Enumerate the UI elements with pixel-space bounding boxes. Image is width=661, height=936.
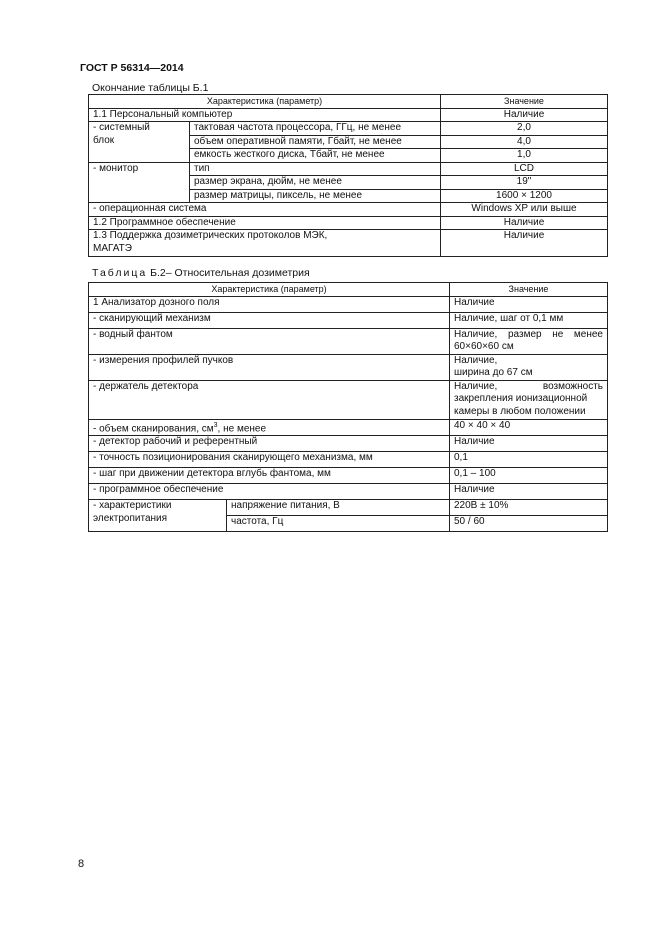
table-row <box>89 203 608 217</box>
table-row <box>89 328 608 354</box>
row-label: размер матрицы, пиксель, не менее <box>190 189 441 203</box>
row-value: Наличие <box>450 296 608 312</box>
table-row <box>89 468 608 484</box>
row-label: напряжение питания, В <box>227 500 450 516</box>
row-value: 220В ± 10% <box>450 500 608 516</box>
table-row <box>89 162 608 176</box>
row-value: Наличие, шаг от 0,1 мм <box>450 312 608 328</box>
row-label: - операционная система <box>89 203 441 217</box>
row-label: емкость жесткого диска, Тбайт, не менее <box>190 149 441 163</box>
row-label: 1.2 Программное обеспечение <box>89 216 441 230</box>
row-value: LCD <box>441 162 608 176</box>
row-label: тактовая частота процессора, ГГц, не менее <box>190 122 441 136</box>
row-value: 4,0 <box>441 135 608 149</box>
row-label: - держатель детектора <box>89 380 450 419</box>
row-value: Наличие, ширина до 67 см <box>450 354 608 380</box>
table-row <box>89 296 608 312</box>
row-label: тип <box>190 162 441 176</box>
row-value: 0,1 <box>450 452 608 468</box>
table-b1 <box>88 94 608 257</box>
row-label: 1 Анализатор дозного поля <box>89 296 450 312</box>
monitor-label: - монитор <box>89 162 190 203</box>
table-row <box>89 230 608 257</box>
table-row <box>89 312 608 328</box>
row-label: - программное обеспечение <box>89 484 450 500</box>
table-row <box>89 484 608 500</box>
row-value: Наличие <box>450 436 608 452</box>
header-param: Характеристика (параметр) <box>89 283 450 297</box>
table1-caption: Окончание таблицы Б.1 <box>92 82 209 94</box>
table2-caption: Таблица Б.2– Относительная дозиметрия <box>92 267 310 279</box>
row-value: Windows XP или выше <box>441 203 608 217</box>
header-value: Значение <box>441 95 608 109</box>
row-label: - водный фантом <box>89 328 450 354</box>
row-label: частота, Гц <box>227 516 450 532</box>
row-value: Наличие <box>441 216 608 230</box>
page-number: 8 <box>78 858 85 870</box>
table-row <box>89 108 608 122</box>
system-unit-label: - системный блок <box>89 122 190 163</box>
row-value: 1600 × 1200 <box>441 189 608 203</box>
row-value: 1,0 <box>441 149 608 163</box>
row-label: 1.3 Поддержка дозиметрических протоколов МЭК, МАГАТЭ <box>89 230 441 257</box>
table-row <box>89 122 608 136</box>
header-value: Значение <box>450 283 608 297</box>
row-value: Наличие <box>441 230 608 257</box>
table-row <box>89 380 608 419</box>
row-label: объем оперативной памяти, Гбайт, не менее <box>190 135 441 149</box>
row-value: 50 / 60 <box>450 516 608 532</box>
row-value: Наличие, возможность закрепления ионизационной камеры в любом положении <box>450 380 608 419</box>
table-header-row <box>89 95 608 109</box>
table-row <box>89 419 608 436</box>
table-row <box>89 216 608 230</box>
row-value: 19" <box>441 176 608 190</box>
row-label: 1.1 Персональный компьютер <box>89 108 441 122</box>
table-row <box>89 500 608 516</box>
row-value: Наличие <box>450 484 608 500</box>
row-label: - измерения профилей пучков <box>89 354 450 380</box>
row-value: Наличие <box>441 108 608 122</box>
table-row <box>89 452 608 468</box>
row-label: - объем сканирования, $см^3$, не менее <box>89 419 450 436</box>
table-row <box>89 436 608 452</box>
row-label: - шаг при движении детектора вглубь фантома, мм <box>89 468 450 484</box>
table-b2 <box>88 282 608 532</box>
table-row <box>89 354 608 380</box>
row-label: - сканирующий механизм <box>89 312 450 328</box>
row-value: Наличие, размер не менее 60×60×60 см <box>450 328 608 354</box>
row-label: - точность позиционирования сканирующего механизма, мм <box>89 452 450 468</box>
row-value: 0,1 – 100 <box>450 468 608 484</box>
power-label: - характеристики электропитания <box>89 500 227 532</box>
row-label: размер экрана, дюйм, не менее <box>190 176 441 190</box>
header-param: Характеристика (параметр) <box>89 95 441 109</box>
document-header: ГОСТ Р 56314—2014 <box>80 62 184 74</box>
row-value: 2,0 <box>441 122 608 136</box>
row-value: 40 × 40 × 40 <box>450 419 608 436</box>
row-label: - детектор рабочий и референтный <box>89 436 450 452</box>
table-header-row <box>89 283 608 297</box>
